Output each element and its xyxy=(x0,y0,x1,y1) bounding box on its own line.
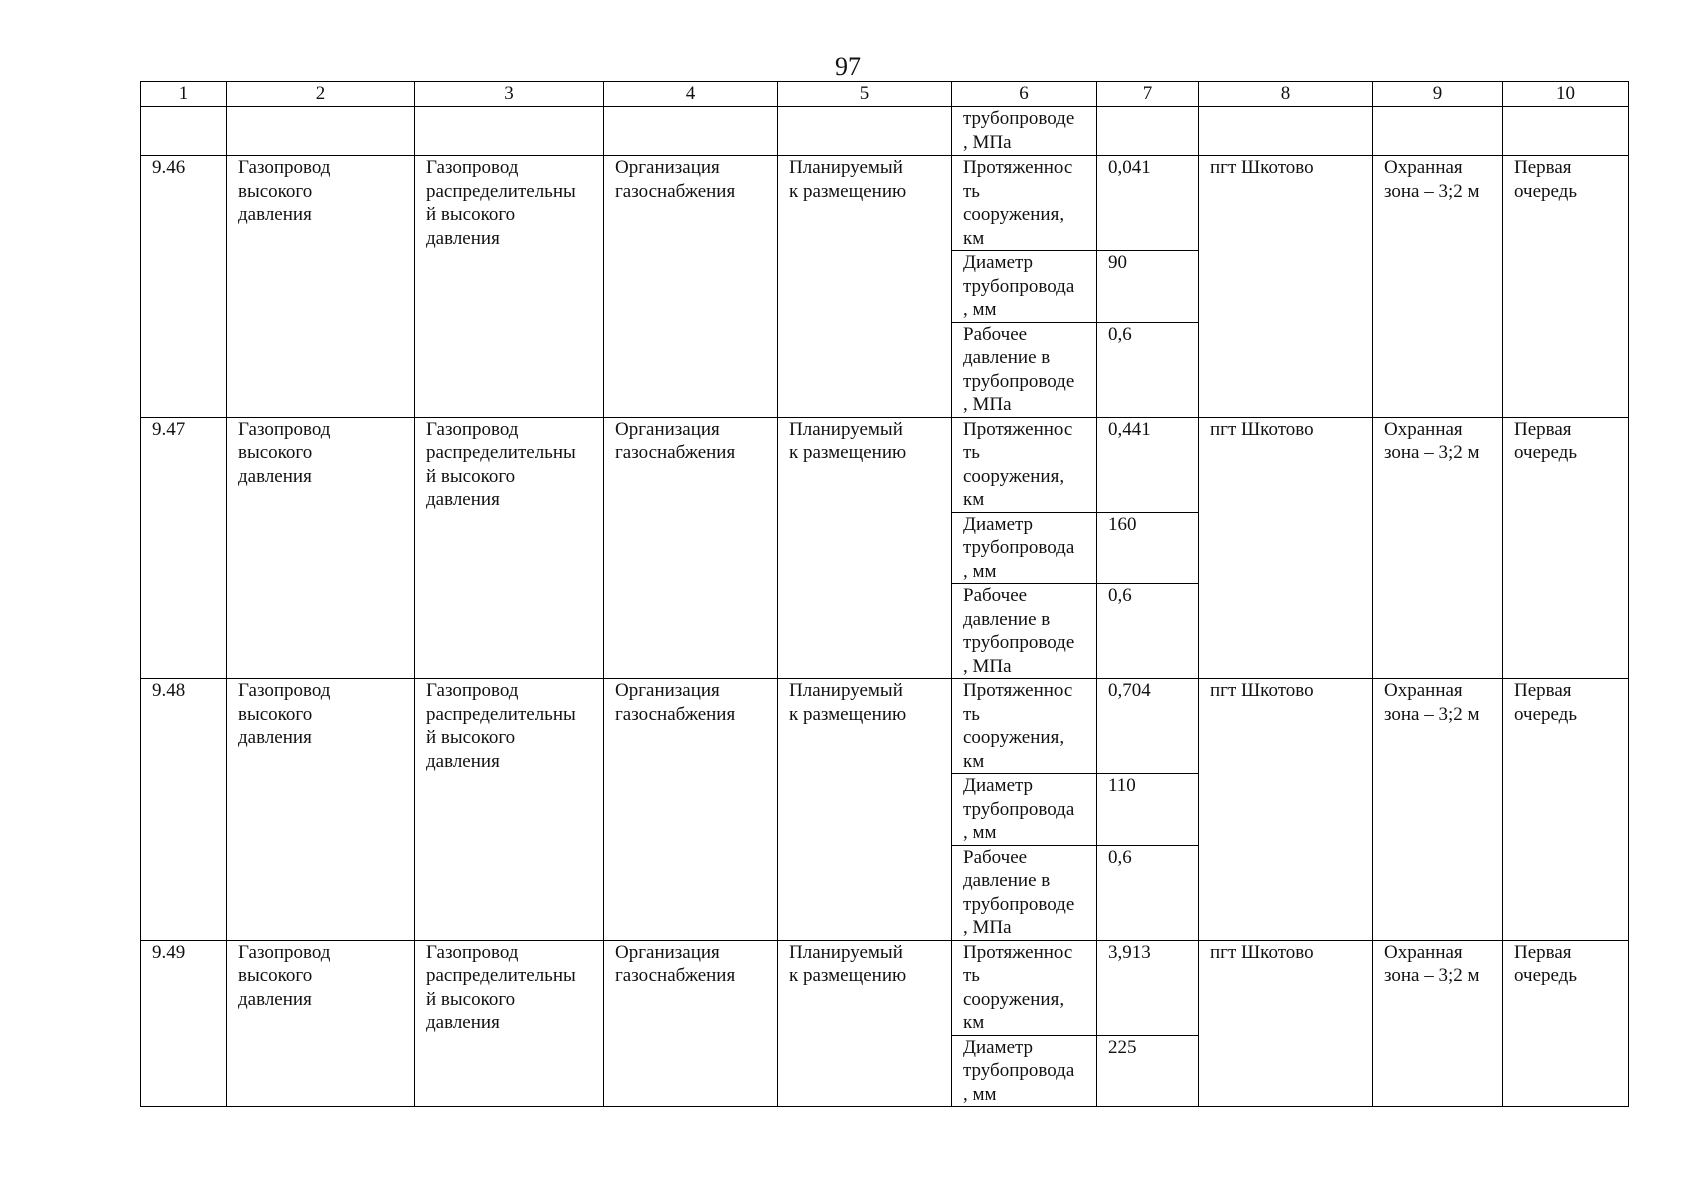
object-purpose: Организация газоснабжения xyxy=(604,679,778,941)
column-number: 7 xyxy=(1097,82,1199,107)
protection-zone: Охранная зона – 3;2 м xyxy=(1373,679,1503,941)
table-row xyxy=(141,156,1629,251)
protection-zone: Охранная зона – 3;2 м xyxy=(1373,940,1503,1107)
column-number: 5 xyxy=(778,82,952,107)
row-number: 9.47 xyxy=(141,417,227,679)
object-type: Газопровод распределительны й высокого давления xyxy=(415,156,604,418)
object-status: Планируемый к размещению xyxy=(778,417,952,679)
param-label: Диаметр трубопровода , мм xyxy=(952,512,1097,584)
param-value: 0,6 xyxy=(1097,584,1199,679)
protection-zone: Охранная зона – 3;2 м xyxy=(1373,417,1503,679)
stage: Первая очередь xyxy=(1503,940,1629,1107)
row-number: 9.49 xyxy=(141,940,227,1107)
object-name: Газопровод высокого давления xyxy=(227,940,415,1107)
param-value: 0,041 xyxy=(1097,156,1199,251)
param-label: Протяженнос ть сооружения, км xyxy=(952,156,1097,251)
param-value: 0,704 xyxy=(1097,679,1199,774)
object-status: Планируемый к размещению xyxy=(778,156,952,418)
param-label: трубопроводе , МПа xyxy=(952,107,1097,156)
param-label: Рабочее давление в трубопроводе , МПа xyxy=(952,322,1097,417)
object-purpose: Организация газоснабжения xyxy=(604,156,778,418)
location: пгт Шкотово xyxy=(1199,417,1373,679)
column-number: 1 xyxy=(141,82,227,107)
param-label: Протяженнос ть сооружения, км xyxy=(952,940,1097,1035)
table-row xyxy=(141,940,1629,1035)
param-value: 0,6 xyxy=(1097,322,1199,417)
stage: Первая очередь xyxy=(1503,156,1629,418)
param-label: Протяженнос ть сооружения, км xyxy=(952,679,1097,774)
column-number: 6 xyxy=(952,82,1097,107)
param-label: Диаметр трубопровода , мм xyxy=(952,251,1097,323)
param-label: Рабочее давление в трубопроводе , МПа xyxy=(952,584,1097,679)
param-value: 110 xyxy=(1097,774,1199,846)
object-name: Газопровод высокого давления xyxy=(227,156,415,418)
column-number: 10 xyxy=(1503,82,1629,107)
column-number: 2 xyxy=(227,82,415,107)
object-status: Планируемый к размещению xyxy=(778,679,952,941)
location: пгт Шкотово xyxy=(1199,156,1373,418)
location: пгт Шкотово xyxy=(1199,940,1373,1107)
continuation-row xyxy=(141,107,1629,156)
pipeline-table xyxy=(140,81,1629,1107)
column-number: 8 xyxy=(1199,82,1373,107)
page-number: 97 xyxy=(835,52,861,81)
param-value: 0,6 xyxy=(1097,845,1199,940)
object-status: Планируемый к размещению xyxy=(778,940,952,1107)
protection-zone: Охранная зона – 3;2 м xyxy=(1373,156,1503,418)
param-value: 225 xyxy=(1097,1035,1199,1107)
table-row xyxy=(141,679,1629,774)
param-value: 90 xyxy=(1097,251,1199,323)
object-name: Газопровод высокого давления xyxy=(227,417,415,679)
param-value: 3,913 xyxy=(1097,940,1199,1035)
location: пгт Шкотово xyxy=(1199,679,1373,941)
row-number: 9.46 xyxy=(141,156,227,418)
object-type: Газопровод распределительны й высокого давления xyxy=(415,679,604,941)
stage: Первая очередь xyxy=(1503,679,1629,941)
table-row xyxy=(141,417,1629,512)
object-name: Газопровод высокого давления xyxy=(227,679,415,941)
param-label: Рабочее давление в трубопроводе , МПа xyxy=(952,845,1097,940)
param-label: Протяженнос ть сооружения, км xyxy=(952,417,1097,512)
row-number: 9.48 xyxy=(141,679,227,941)
param-value: 0,441 xyxy=(1097,417,1199,512)
object-purpose: Организация газоснабжения xyxy=(604,417,778,679)
stage: Первая очередь xyxy=(1503,417,1629,679)
column-number: 3 xyxy=(415,82,604,107)
param-label: Диаметр трубопровода , мм xyxy=(952,1035,1097,1107)
param-value: 160 xyxy=(1097,512,1199,584)
column-number: 4 xyxy=(604,82,778,107)
column-number: 9 xyxy=(1373,82,1503,107)
object-purpose: Организация газоснабжения xyxy=(604,940,778,1107)
column-number-row xyxy=(141,82,1629,107)
object-type: Газопровод распределительны й высокого давления xyxy=(415,417,604,679)
param-label: Диаметр трубопровода , мм xyxy=(952,774,1097,846)
object-type: Газопровод распределительны й высокого давления xyxy=(415,940,604,1107)
